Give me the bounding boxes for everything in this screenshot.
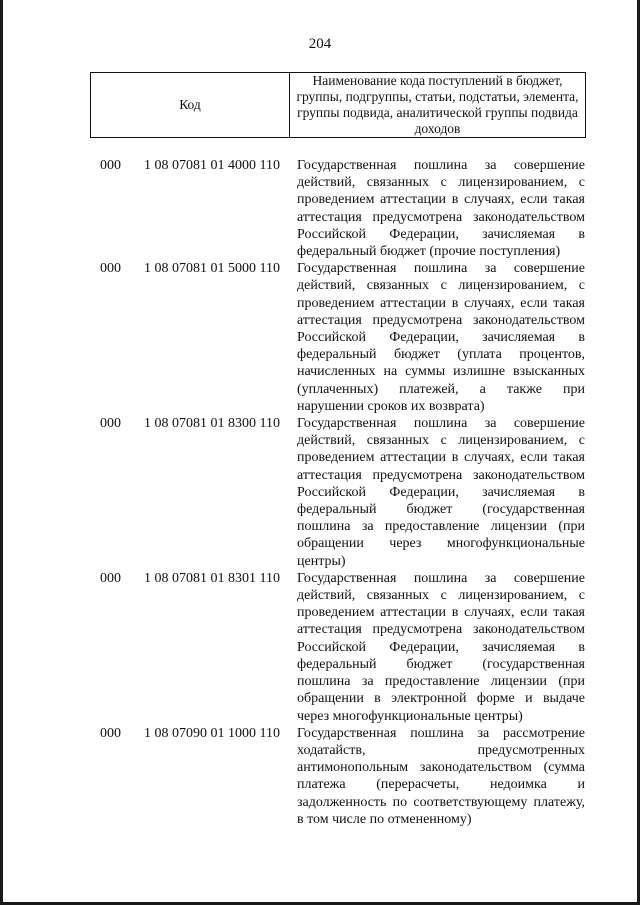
page-number: 204 bbox=[308, 36, 332, 52]
header-name-cell: Наименование кода поступлений в бюджет, группы, подгруппы, статьи, подстатьи, элемента, группы подвида, аналитической группы подвида доходов bbox=[290, 73, 586, 138]
list-item bbox=[100, 725, 590, 828]
entry-admin-code: 000 bbox=[100, 261, 121, 277]
entry-admin-code: 000 bbox=[100, 158, 121, 173]
entry-description: Государственная пошлина за рассмотрение ходатайств, предусмотренных антимонопольным законодательством (сумма платежа (перерасчеты, недоимка и задолженность по соответствующему платежу, в том числе по отмененному) bbox=[297, 725, 585, 827]
header-table bbox=[90, 72, 586, 138]
list-item bbox=[100, 157, 590, 260]
entry-description: Государственная пошлина за совершение действий, связанных с лицензированием, с проведением аттестации в случаях, если такая аттестация предусмотрена законодательством Российской Федерации, зачисляемая в федеральный бюджет (уплата процентов, начисленных на суммы излишне взысканных (уплаченных) платежей, а также при нарушении сроков их возврата) bbox=[297, 261, 585, 414]
entry-description: Государственная пошлина за совершение действий, связанных с лицензированием, с проведением аттестации в случаях, если такая аттестация предусмотрена законодательством Российской Федерации, зачисляемая в федеральный бюджет (государственная пошлина за предоставление лицензии (при обращении в электронной форме и выдаче через многофункциональные центры) bbox=[297, 570, 585, 724]
list-item bbox=[100, 415, 590, 570]
entry-revenue-code: 1 08 07081 01 8301 110 bbox=[144, 570, 280, 586]
entry-description: Государственная пошлина за совершение действий, связанных с лицензированием, с проведением аттестации в случаях, если такая аттестация предусмотрена законодательством Российской Федерации, зачисляемая в федеральный бюджет (прочие поступления) bbox=[297, 158, 585, 260]
entry-admin-code: 000 bbox=[100, 416, 121, 432]
entry-revenue-code: 1 08 07090 01 1000 110 bbox=[144, 725, 280, 741]
header-code-cell: Код bbox=[91, 73, 290, 138]
entry-admin-code: 000 bbox=[100, 725, 121, 741]
list-item bbox=[100, 570, 590, 725]
entry-revenue-code: 1 08 07081 01 8300 110 bbox=[144, 416, 280, 432]
entry-admin-code: 000 bbox=[100, 570, 121, 586]
entry-revenue-code: 1 08 07081 01 4000 110 bbox=[144, 158, 280, 173]
list-item bbox=[100, 260, 590, 415]
entries-list bbox=[100, 157, 590, 828]
scan-edge-left bbox=[0, 0, 3, 905]
entry-description: Государственная пошлина за совершение действий, связанных с лицензированием, с проведением аттестации в случаях, если такая аттестация предусмотрена законодательством Российской Федерации, зачисляемая в федеральный бюджет (государственная пошлина за предоставление лицензии (при обращении через многофункциональные центры) bbox=[297, 416, 585, 569]
header-row bbox=[91, 73, 586, 138]
entry-revenue-code: 1 08 07081 01 5000 110 bbox=[144, 261, 280, 277]
